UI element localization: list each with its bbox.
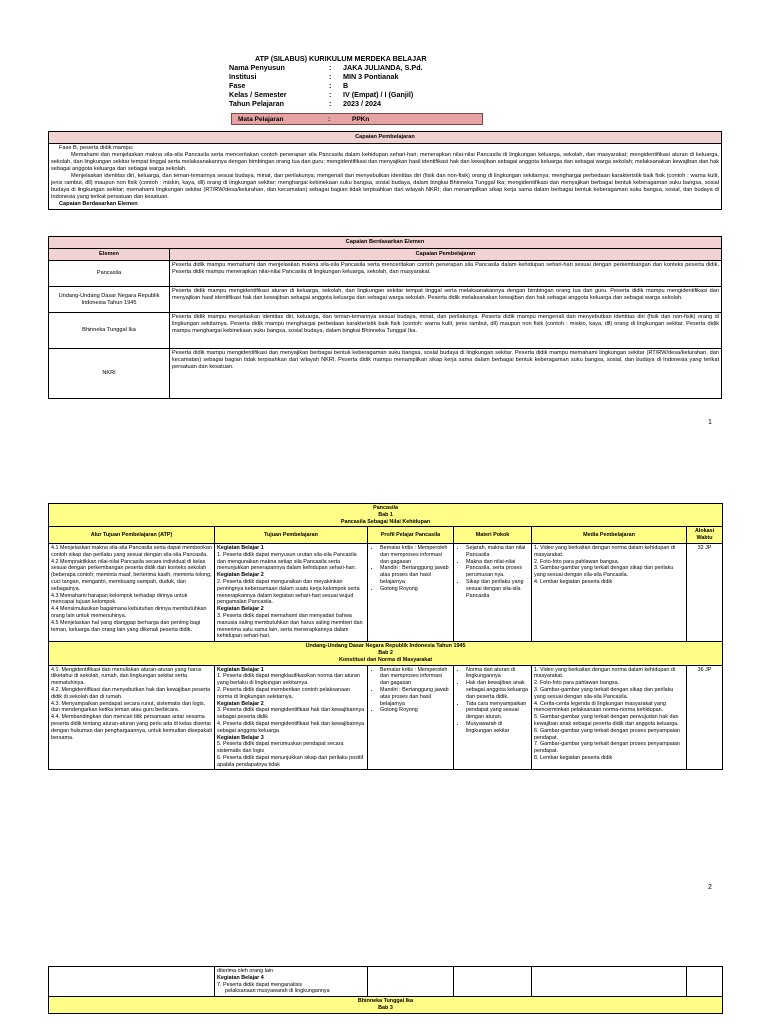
mata-pelajaran-box: Mata Pelajaran : PPKn [231,113,483,125]
header-row: Institusi : MIN 3 Pontianak [229,72,399,81]
header-row: Fase : B [229,81,349,90]
bab-heading: Undang-Undang Dasar Negara Republik Indonesia Tahun 1945 Bab 2 Konstitusi dan Norma di Masyarakat [49,642,723,665]
page-3 [0,930,768,1024]
table-row: NKRI Peserta didik mampu mengidentifikasi dan menyajikan berbagai bentuk keberagaman suku bangsa, sosial budaya di lingkungan sekitar. Peserta didik mampu memahami lingkungan sekitar (RT/RW/desa/kelurahan, dan kecamatan) sebagai bagian tidak terpisahkan dari wilayah NKRI. Peserta didik mampu menampilkan sikap kerja sama dalam berbagai bentuk keberagaman suku bangsa, sosial, dan budaya di Indonesia yang terikat persatuan dan kesatuan. [49,349,722,399]
bab-heading: Bhinneka Tunggal Ika Bab 3 [49,997,723,1014]
document-header [229,54,427,108]
document-title: ATP (SILABUS) KURIKULUM MERDEKA BELAJAR [255,54,427,63]
header-row: Nama Penyusun : JAKA JULIANDA, S.Pd. [229,63,423,72]
elemen-bar: Capaian Berdasarkan Elemen [49,237,722,249]
bab-heading: Pancasila Bab 1 Pancasila Sebagai Nilai Kehidupan [49,504,723,527]
page-number: 2 [708,884,712,891]
capaian-pembelajaran-box [48,131,722,210]
table-row: 4.1 Menjelaskan makna sila-sila Pancasila serta dapat memberikan contoh sikap dan perilaku yang sesuai dengan sila-sila Pancasila. 4.2 Mempraktikkan nilai-nilai Pancasila secara individual di kelas sesuai dengan perkembangan peserta didik dan konteks sekolah (beberapa contoh; meminta maaf, berterima kasih, meminta tolong, cuci tangan, mengantri, membuang sampah, duduk, dan sebagainya. 4.3 Memahami harapan kelompok terhadap dirinya untuk mencapai tujuan kelompok. 4.4 Mensimulasikan bagaimana kebutuhan dirinya membutuhkan orang lain untuk memenuhinya. 4.5 Menjelaskan hal yang dianggap berharga dan penting bagi teman, keluarga dan orang lain yang dikenali peserta didik. Kegiatan Belajar 1 1. Peserta didik dapat menyusun urutan sila-sila Pancasila dan menguraikan makna setiap sila Pancasila serta menunjukkan penerapannya dalam kehidupan sehari-hari. Kegiatan Belajar 2 2. Peserta didik dapat menguraikan dan meyakinkan pentingnya kebersamaan dalam suatu kerja kelompok serta menerapkannya dalam kegiatan sehari-hari sesuai wujud pengamalan Pancasila. Kegiatan Belajar 2 3. Peserta didik dapat memahami dan menyadari bahwa manusia saling membutuhkan dan harus saling memberi dan menerima satu sama lain, serta menerapkannya dalam kehidupan sehari-hari. • Bernalar kritis : Memperoleh dan memproses informasi dan gagasan • Mandiri : Bertanggung jawab atas proses dan hasil belajarnya • Gotong Royong • Sejarah, makna dan nilai Pancasila • Makna dan nilai-nilai Pancasila, serta proses perumusan nya. • Sikap dan perilaku yang sesuai dengan sila-sila Pancasila 1. Video yang berkaitan dengan norma dalam kehidupan di masyarakat. 2. Foto-foto para pahlawan bangsa. 3. Gambar-gambar yang terkait dengan sikap dan perilaku yang sesuai dengan sila-sila Pancasila. 4. Lembar kegiatan peserta didik 32 JP [49,543,723,641]
table-header-row: Alur Tujuan Pembelajaran (ATP) Tujuan Pembelajaran Profil Pelajar Pancasila Materi Pokok Media Pembelajaran Alokasi Waktu [49,527,723,544]
atp-table [48,503,723,770]
table-row: Pancasila Peserta didik mampu memahami dan menjelaskan makna sila-sila Pancasila serta menceritakan contoh penerapan sila Pancasila dalam kehidupan sehari-hari sesuai dengan perkembangan dan konteks peserta didik. Peserta didik mampu menerapkan nilai-nilai Pancasila di lingkungan keluarga, sekolah, dan masyarakat. [49,261,722,287]
elemen-col-head: Elemen [49,249,170,261]
alokasi-waktu: 32 JP [687,543,723,641]
header-row: Kelas / Semester : IV (Empat) / I (Ganjil) [229,90,414,99]
page-1 [0,0,768,460]
alokasi-waktu: 36 JP [687,665,723,770]
capaian-col-head: Capaian Pembelajaran [170,249,722,261]
table-row: 4.1. Mengidentifikasi dan menuliskan aturan-aturan yang harus diketahui di sekolah, rumah, dan lingkungan sekitar serta mematuhinya. 4.2. Mengidentifikasi dan menyebutkan hak dan kewajiban peserta didik di sekolah dan di rumah. 4.3. Menyampaikan pendapat secara runut, sistematis dan logis, dan mendengarkan ketika teman atau guru berbicara. 4.4. Membandingkan dan mencari titik persamaan antar sesama peserta didik tentang aturan-aturan yang perlu ada di kelas disertai dengan hukuman dan penghargaannya, untuk kemudian disepakati bersama. Kegiatan Belajar 1 1. Peserta didik dapat mengklasifikasikan norma dan aturan yang berlaku di lingkungan sekitarnya. 2. Peserta didik dapat memberikan contoh pelaksanaan norma di lingkungan sekitarnya. Kegiatan Belajar 2 3. Peserta didik dapat mengidentifikasi hak dan kewajibannya sebagai peserta didik 4. Peserta didik dapat mengidentifikasi hak dan kewajibannya sebagai anggota keluarga Kegiatan Belajar 3 5. Peserta didik dapat merumuskan pendapat secara sistematis dan logis 6. Peserta didik dapat menunjukkan sikap dan perilaku positif apabila pendapatnya tidak • Bernalar kritis : Memperoleh dan memproses informasi dan gagasan • Mandiri : Bertanggung jawab atas proses dan hasil belajarnya • Gotong Royong • Norma dan aturan di lingkungannya • Hak dan kewajiban anak sebagai anggota keluarga dan peserta didik. • Tata cara menyampaikan pendapat yang sesuai dengan aturan. • Musyawarah di lingkungan sekitar 1. Video yang berkaitan dengan norma dalam kehidupan di masyarakat. 2. Foto-foto para pahlawan bangsa. 3. Gambar-gambar yang terkait dengan sikap dan perilaku yang sesuai dengan sila-sila Pancasila. 4. Cerita-cerita legenda di lingkungan masyarakat yang mencerminkan pelaksanaan norma-norma kehidupan. 5. Gambar-gambar yang terkait dengan perwujudan hak dan kewajiban anak sebagai peserta didik dan anggota keluarga. 6. Gambar-gambar yang terkait dengan proses penyampaian pendapat. 7. Gambar-gambar yang terkait dengan proses penyampaian pendapat. 8. Lembar kegiatan peserta didik 36 JP [49,665,723,770]
table-row: Bhinneka Tunggal Ika Peserta didik mampu menjelaskan identitas diri, keluarga, dan teman-temannya sesuai budaya, minat, dan perilakunya. Peserta didik mampu mengenali dan menyebutkan identitas diri (fisik dan non-fisik) orang di lingkungan sekitarnya. Peserta didik mampu menghargai perbedaan karakteristik baik fisik (contoh: warna kulit, jenis rambut, dll) maupun non fisik (contoh : miskin, kaya, dll) orang di lingkungan sekitar. Peserta didik mampu menghargai kebinekaan suku bangsa, sosial budaya, dalam bingkai Bhinneka Tunggal Ika. [49,313,722,349]
table-row: diterima oleh orang lain Kegiatan Belajar 4 7. Peserta didik dapat menganalisis pelaksanaan musyawarah di lingkungannya [49,967,723,997]
capaian-fase: Fase B, peserta didik mampu: [59,145,134,151]
capaian-paragraph: Menjelaskan identitas diri, keluarga, dan teman-temannya sesuai budaya, minat, dan perilakunya; mengenali dan menyebutkan identitas diri (fisik dan non-fisik) orang di lingkungan sekitarnya; menghargai perbedaan karakteristik baik fisik (contoh : warna kulit, jenis rambut, dll) maupun non fisik (contoh : miskin, kaya, dll) orang di lingkungan sekitar; menghargai kebinekaan suku bangsa, sosial budaya, dalam bingkai Bhinneka Tunggal Ika; mengidentifikasi dan menyajikan berbagai bentuk keberagaman suku bangsa, sosial budaya di lingkungan sekitar; memahami lingkungan sekitar (RT/RW/desa/kelurahan, dan kecamatan) sebagai bagian tidak terpisahkan dari wilayah NKRI; dan menampilkan sikap kerja sama dalam berbagai bentuk keberagaman suku bangsa, sosial, dan budaya di Indonesia yang terikat persatuan dan kesatuan. [51,173,719,200]
atp-table-continued [48,966,723,1014]
mata-pelajaran-value: PPKn [352,115,370,123]
table-row: Undang-Undang Dasar Negara Republik Indonesia Tahun 1945 Peserta didik mampu mengidentifikasi aturan di keluarga, sekolah, dan lingkungan sekitar tempat tinggal serta melaksanakannya dengan bimbingan orang tua dan guru. Peserta didik mampu mengidentifikasi dan menyajikan hasil identifikasi hak dan kewajiban sebagai anggota keluarga dan sebagai warga sekolah. Peserta didik melaksanakan kewajiban dan hak sebagai anggota keluarga dan sebagai warga sekolah. [49,287,722,313]
header-row: Tahun Pelajaran : 2023 / 2024 [229,99,381,108]
page-2 [0,460,768,930]
capaian-sub: Capaian Berdasarkan Elemen [59,201,138,207]
page-number: 1 [708,419,712,426]
elemen-table [48,236,722,399]
capaian-paragraph: Memahami dan menjelaskan makna sila-sila Pancasila serta menceritakan contoh penerapan sila Pancasila dalam kehidupan sehari-hari; menerapkan nilai-nilai Pancasila di lingkungan keluarga, sekolah, dan masyarakat; mengidentifikasi aturan di keluarga, sekolah, dan lingkungan sekitar tempat tinggal serta melaksanakannya dengan bimbingan orang tua dan guru; mengidentifikasi dan menyajikan hasil identifikasi hak dan kewajiban sebagai anggota keluarga dan sebagai warga sekolah; melaksanakan kewajiban dan hak sebagai anggota keluarga dan sebagai warga sekolah. [51,152,719,172]
capaian-head: Capaian Pembelajaran [49,132,721,144]
